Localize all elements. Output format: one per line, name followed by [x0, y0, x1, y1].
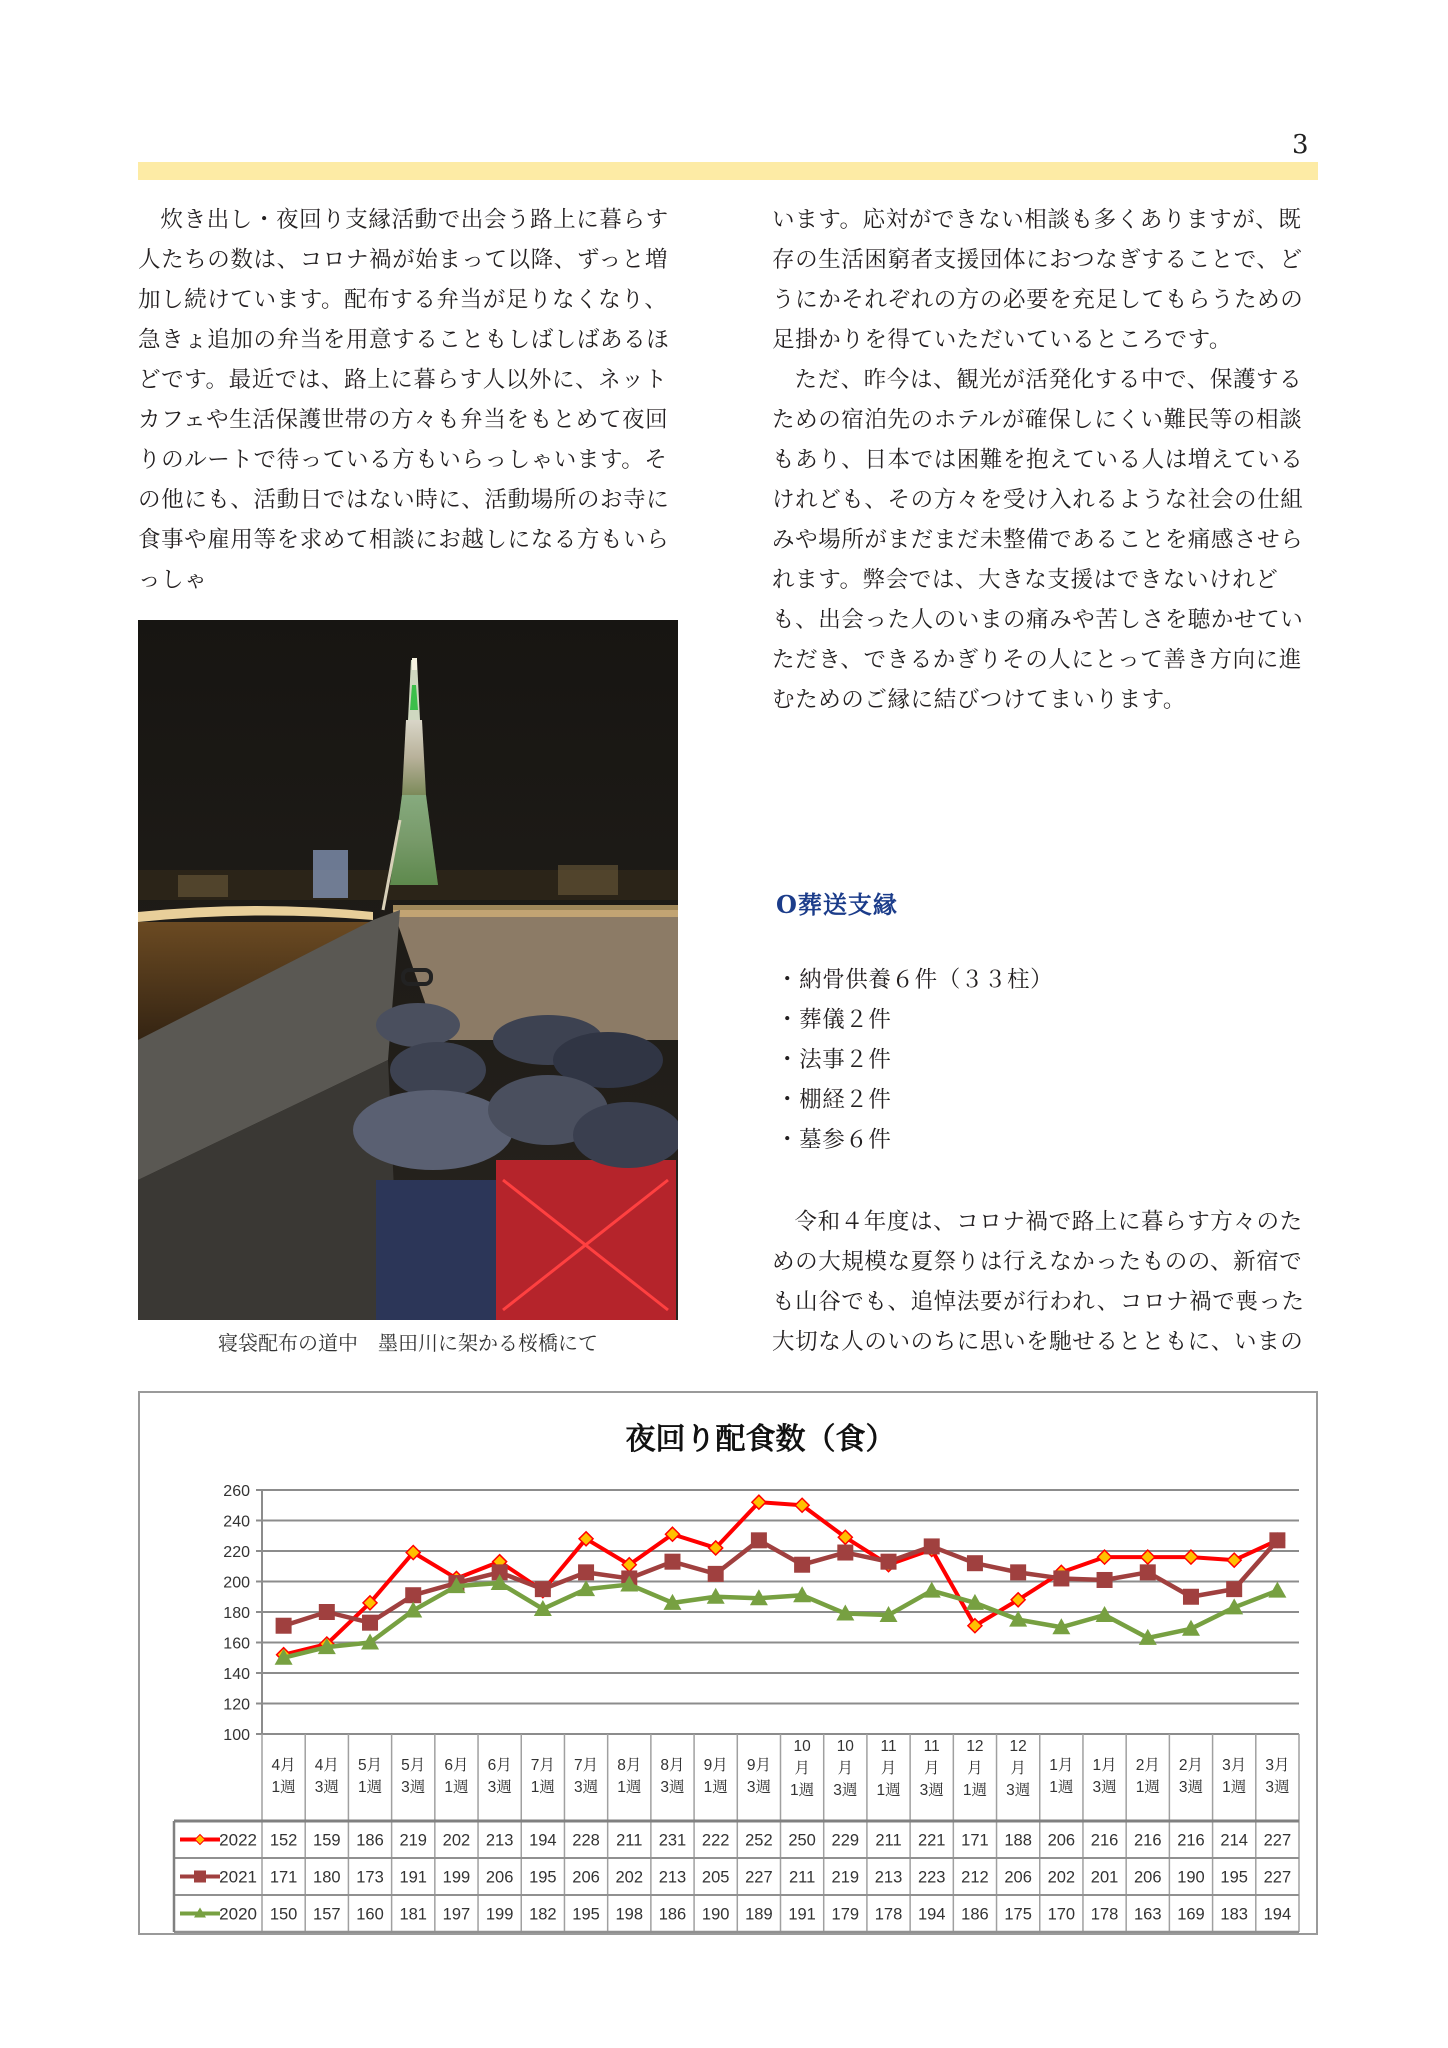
- x-category-label: 3週: [833, 1782, 858, 1799]
- table-cell-2021: 219: [831, 1868, 860, 1887]
- table-cell-2020: 190: [701, 1905, 730, 1924]
- x-category-label: 9月: [746, 1757, 771, 1774]
- y-tick-label: 180: [223, 1605, 250, 1622]
- data-point-2021: [924, 1538, 940, 1554]
- legend-label-2022: 2022: [219, 1830, 257, 1850]
- data-point-2021: [1183, 1589, 1199, 1605]
- x-category-label: 月: [923, 1760, 940, 1777]
- photo-illustration: [138, 620, 678, 1320]
- legend-marker-2022: [195, 1835, 205, 1845]
- x-category-label: 10: [836, 1738, 854, 1755]
- list-item: ・納骨供養６件（３３柱）: [776, 967, 1054, 993]
- series-line-2022: [284, 1502, 1278, 1655]
- chart-canvas: [140, 1393, 1316, 1933]
- table-cell-2021: 195: [1220, 1868, 1248, 1887]
- table-cell-2020: 160: [356, 1905, 384, 1924]
- x-category-label: 月: [837, 1760, 854, 1777]
- x-category-label: 1週: [962, 1782, 987, 1799]
- x-category-label: 3週: [1092, 1779, 1117, 1796]
- table-cell-2021: 191: [399, 1868, 427, 1887]
- legend-label-2020: 2020: [219, 1904, 257, 1924]
- table-cell-2021: 206: [1134, 1868, 1162, 1887]
- x-category-label: 月: [1010, 1760, 1026, 1777]
- table-cell-2022: 206: [1047, 1831, 1076, 1850]
- table-cell-2022: 171: [961, 1831, 989, 1850]
- table-cell-2020: 170: [1047, 1905, 1076, 1924]
- meal-count-chart: [138, 1391, 1318, 1935]
- funeral-activity-list: [776, 960, 1316, 1160]
- table-cell-2020: 183: [1220, 1905, 1248, 1924]
- table-cell-2022: 216: [1090, 1831, 1119, 1850]
- table-cell-2022: 231: [658, 1831, 687, 1850]
- legend-label-2021: 2021: [219, 1867, 257, 1887]
- x-category-label: 1週: [1135, 1779, 1160, 1796]
- data-point-2022: [1184, 1550, 1198, 1564]
- header-band: [138, 162, 1318, 180]
- data-point-2021: [578, 1564, 594, 1580]
- x-category-label: 8月: [617, 1757, 642, 1774]
- table-cell-2021: 206: [572, 1868, 600, 1887]
- table-cell-2020: 189: [745, 1905, 773, 1924]
- data-point-2021: [1010, 1564, 1026, 1580]
- table-cell-2022: 221: [917, 1831, 946, 1850]
- left-column: [138, 200, 683, 600]
- data-point-2021: [967, 1555, 983, 1571]
- table-cell-2020: 175: [1004, 1905, 1032, 1924]
- data-point-2021: [1097, 1572, 1113, 1588]
- x-category-label: 3週: [1178, 1779, 1204, 1796]
- y-tick-label: 260: [223, 1483, 250, 1500]
- x-category-label: 11: [923, 1738, 940, 1755]
- x-category-label: 3週: [314, 1779, 339, 1796]
- table-cell-2022: 211: [616, 1831, 643, 1850]
- x-category-label: 1週: [1222, 1779, 1247, 1796]
- table-cell-2020: 186: [658, 1905, 687, 1924]
- x-category-label: 12: [966, 1738, 984, 1755]
- table-cell-2020: 199: [485, 1905, 514, 1924]
- right-paragraph-2: ただ、昨今は、観光が活発化する中で、保護するための宿泊先のホテルが確保しにくい難民等の相談もあり、日本では困難を抱えている人は増えているけれども、その方々を受け入れるような社会の仕組みや場所がまだまだ未整備であることを痛感させられます。弊会では、大きな支援はできないけれども、出会った人のいまの痛みや苦しさを聴かせていただき、できるかぎりその人にとって善き方向に進むためのご縁に結びつけてまいります。: [772, 367, 1304, 713]
- data-point-2022: [1227, 1553, 1241, 1567]
- table-cell-2020: 197: [442, 1905, 471, 1924]
- night-bridge-photo: [138, 620, 678, 1320]
- table-cell-2022: 214: [1220, 1831, 1248, 1850]
- x-category-label: 3週: [1265, 1779, 1290, 1796]
- y-tick-label: 140: [223, 1666, 250, 1683]
- table-cell-2022: 227: [1263, 1831, 1292, 1850]
- table-cell-2020: 169: [1177, 1905, 1205, 1924]
- data-point-2021: [881, 1554, 897, 1570]
- data-point-2021: [708, 1566, 724, 1582]
- table-cell-2020: 150: [269, 1905, 298, 1924]
- table-cell-2021: 180: [313, 1868, 341, 1887]
- table-cell-2022: 213: [485, 1831, 514, 1850]
- x-category-label: 3週: [574, 1779, 599, 1796]
- table-cell-2020: 179: [831, 1905, 860, 1924]
- table-cell-2020: 186: [961, 1905, 989, 1924]
- table-cell-2021: 190: [1177, 1868, 1205, 1887]
- table-cell-2022: 194: [529, 1831, 557, 1850]
- skytree-upper: [402, 720, 426, 795]
- x-category-label: 1週: [617, 1779, 642, 1796]
- sleeping-bag: [376, 1003, 460, 1047]
- x-category-label: 7月: [530, 1757, 555, 1774]
- table-cell-2021: 213: [658, 1868, 687, 1887]
- data-point-2020: [1268, 1582, 1286, 1598]
- y-tick-label: 200: [223, 1574, 250, 1592]
- table-cell-2021: 202: [1047, 1868, 1076, 1887]
- x-category-label: 1週: [790, 1782, 815, 1799]
- table-cell-2022: 159: [313, 1831, 341, 1850]
- data-point-2022: [1098, 1550, 1112, 1564]
- section-heading-funeral: O葬送支縁: [776, 890, 898, 919]
- table-cell-2021: 206: [1004, 1868, 1032, 1887]
- x-category-label: 5月: [357, 1757, 383, 1774]
- table-cell-2021: 212: [961, 1868, 989, 1887]
- table-cell-2021: 205: [701, 1868, 730, 1887]
- x-category-label: 4月: [271, 1757, 296, 1774]
- list-item: ・墓参６件: [776, 1127, 892, 1153]
- table-cell-2021: 201: [1090, 1868, 1119, 1887]
- x-category-label: 3週: [401, 1779, 426, 1796]
- table-cell-2021: 195: [529, 1868, 557, 1887]
- y-tick-label: 100: [223, 1727, 250, 1744]
- table-cell-2020: 198: [615, 1905, 644, 1924]
- data-point-2021: [535, 1581, 551, 1597]
- table-cell-2020: 195: [572, 1905, 600, 1924]
- data-point-2020: [923, 1582, 941, 1598]
- x-category-label: 1週: [444, 1779, 469, 1796]
- x-category-label: 8月: [660, 1757, 685, 1774]
- table-cell-2020: 178: [874, 1905, 903, 1924]
- data-point-2021: [837, 1545, 853, 1561]
- x-category-label: 10: [793, 1738, 811, 1755]
- table-cell-2020: 194: [1263, 1905, 1292, 1924]
- table-cell-2020: 191: [788, 1905, 816, 1924]
- x-category-label: 月: [967, 1760, 983, 1777]
- table-cell-2021: 202: [615, 1868, 644, 1887]
- table-cell-2022: 216: [1134, 1831, 1162, 1850]
- list-item: ・棚経２件: [776, 1087, 892, 1113]
- data-point-2021: [276, 1618, 292, 1634]
- x-category-label: 3月: [1222, 1757, 1247, 1774]
- right-paragraph-1: います。応対ができない相談も多くありますが、既存の生活困窮者支援団体におつなぎすることで、どうにかそれぞれの方の必要を充足してもらうための足掛かりを得ていただいているところです。: [772, 207, 1304, 353]
- table-cell-2022: 229: [831, 1831, 860, 1850]
- table-cell-2022: 186: [356, 1831, 384, 1850]
- x-category-label: 3週: [919, 1782, 944, 1799]
- x-category-label: 7月: [574, 1757, 599, 1774]
- chart-title: 夜回り配食数（食）: [625, 1423, 896, 1456]
- x-category-label: 3月: [1265, 1757, 1290, 1774]
- table-cell-2022: 188: [1004, 1831, 1032, 1850]
- table-cell-2022: 202: [442, 1831, 471, 1850]
- office-building: [313, 850, 348, 898]
- data-point-2021: [751, 1532, 767, 1548]
- table-cell-2021: 211: [788, 1868, 816, 1887]
- y-tick-label: 240: [223, 1513, 250, 1531]
- y-tick-label: 120: [223, 1696, 250, 1714]
- y-tick-label: 220: [223, 1544, 250, 1561]
- y-tick-label: 160: [223, 1635, 250, 1653]
- x-category-label: 1週: [271, 1779, 296, 1796]
- x-category-label: 3週: [1006, 1782, 1031, 1799]
- list-item: ・葬儀２件: [776, 1007, 892, 1033]
- table-cell-2020: 163: [1134, 1905, 1162, 1924]
- table-cell-2020: 194: [917, 1905, 946, 1924]
- x-category-label: 1週: [1049, 1779, 1074, 1796]
- blue-cart: [376, 1180, 496, 1320]
- table-cell-2022: 252: [745, 1831, 773, 1850]
- closing-paragraph: 令和４年度は、コロナ禍で路上に暮らす方々のための大規模な夏祭りは行えなかったものの、新宿でも山谷でも、追悼法要が行われ、コロナ禍で喪った大切な人のいのちに思いを馳せるとともに、いまの: [772, 1209, 1305, 1355]
- x-category-label: 9月: [703, 1757, 728, 1774]
- x-category-label: 1週: [357, 1779, 383, 1796]
- table-cell-2020: 181: [399, 1905, 427, 1924]
- table-cell-2021: 213: [874, 1868, 903, 1887]
- x-category-label: 1週: [876, 1782, 901, 1799]
- x-category-label: 1週: [703, 1779, 728, 1796]
- x-category-label: 1月: [1049, 1757, 1074, 1774]
- x-category-label: 1週: [530, 1779, 555, 1796]
- x-category-label: 12: [1009, 1738, 1027, 1755]
- data-point-2021: [1269, 1532, 1285, 1548]
- data-point-2021: [319, 1604, 335, 1620]
- table-cell-2022: 219: [399, 1831, 427, 1850]
- x-category-label: 3週: [660, 1779, 685, 1796]
- table-cell-2021: 173: [356, 1868, 384, 1887]
- x-category-label: 1月: [1092, 1757, 1117, 1774]
- x-category-label: 3週: [487, 1779, 512, 1796]
- data-point-2021: [1053, 1570, 1069, 1586]
- data-point-2022: [1141, 1550, 1155, 1564]
- x-category-label: 2月: [1135, 1757, 1160, 1774]
- data-point-2021: [1140, 1564, 1156, 1580]
- data-point-2021: [1226, 1581, 1242, 1597]
- table-cell-2021: 206: [485, 1868, 514, 1887]
- table-cell-2021: 227: [745, 1868, 773, 1887]
- table-cell-2020: 157: [313, 1905, 341, 1924]
- table-cell-2021: 223: [917, 1868, 946, 1887]
- list-item: ・法事２件: [776, 1047, 892, 1073]
- table-cell-2022: 250: [788, 1831, 816, 1850]
- photo-caption: 寝袋配布の道中 墨田川に架かる桜橋にて: [218, 1331, 598, 1355]
- x-category-label: 2月: [1178, 1757, 1204, 1774]
- x-category-label: 6月: [487, 1757, 512, 1774]
- table-cell-2021: 227: [1263, 1868, 1292, 1887]
- table-cell-2021: 199: [442, 1868, 471, 1887]
- table-cell-2021: 171: [269, 1868, 298, 1887]
- table-cell-2020: 178: [1090, 1905, 1119, 1924]
- x-category-label: 月: [880, 1760, 897, 1777]
- data-point-2021: [362, 1615, 378, 1631]
- x-category-label: 11: [880, 1738, 897, 1755]
- table-cell-2022: 216: [1177, 1831, 1205, 1850]
- legend-marker-2021: [194, 1871, 206, 1883]
- data-point-2021: [794, 1557, 810, 1573]
- table-cell-2022: 152: [269, 1831, 298, 1850]
- page-number: 3: [1292, 130, 1309, 160]
- table-cell-2022: 211: [875, 1831, 902, 1850]
- x-category-label: 3週: [746, 1779, 771, 1796]
- series-line-2020: [284, 1583, 1278, 1658]
- x-category-label: 6月: [444, 1757, 469, 1774]
- table-cell-2020: 182: [529, 1905, 557, 1924]
- right-column: [772, 200, 1320, 720]
- bridge-railing-lights: [393, 905, 678, 917]
- data-point-2020: [1096, 1606, 1114, 1622]
- table-cell-2022: 228: [572, 1831, 600, 1850]
- x-category-label: 5月: [401, 1757, 426, 1774]
- data-point-2021: [664, 1554, 680, 1570]
- x-category-label: 月: [794, 1760, 810, 1777]
- left-paragraph: 炊き出し・夜回り支縁活動で出会う路上に暮らす人たちの数は、コロナ禍が始まって以降、ずっと増加し続けています。配布する弁当が足りなくなり、急きょ追加の弁当を用意することもしばしばあるほどです。最近では、路上に暮らす人以外に、ネットカフェや生活保護世帯の方々も弁当をもとめて夜回りのルートで待っている方もいらっしゃいます。その他にも、活動日ではない時に、活動場所のお寺に食事や雇用等を求めて相談にお越しになる方もいらっしゃ: [138, 207, 670, 593]
- table-cell-2022: 222: [701, 1831, 730, 1850]
- data-point-2021: [405, 1587, 421, 1603]
- x-category-label: 4月: [314, 1757, 339, 1774]
